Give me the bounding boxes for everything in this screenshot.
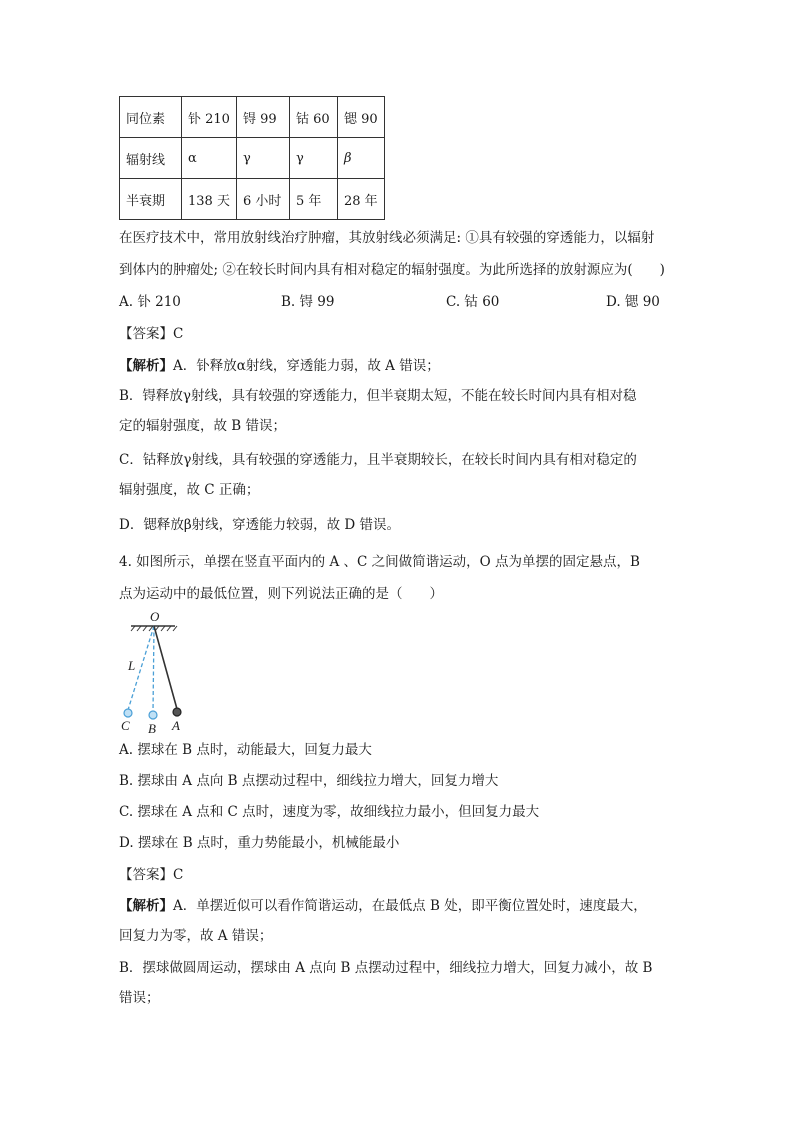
q3-analysis-line: 定的辐射强度，故 B 错误； <box>119 418 287 434</box>
analysis-heading: 【解析】 <box>119 898 173 914</box>
analysis-text: A．钋释放α射线，穿透能力弱，故 A 错误； <box>173 358 440 374</box>
q4-analysis-line: 错误； <box>119 990 160 1006</box>
table-cell: 半衰期 <box>120 179 182 220</box>
table-cell: 锶 90 <box>338 97 385 138</box>
ball-b <box>149 711 157 719</box>
table-cell: 28 年 <box>338 179 385 220</box>
q3-option-c: C. 钴 60 <box>446 294 500 310</box>
q4-stem-line: 点为运动中的最低位置，则下列说法正确的是（ ） <box>119 586 443 602</box>
q3-analysis-line: B．锝释放γ射线，具有较强的穿透能力，但半衰期太短，不能在较长时间内具有相对稳 <box>119 388 637 404</box>
q4-analysis-line: B．摆球做圆周运动，摆球由 A 点向 B 点摆动过程中，细线拉力增大，回复力减小，故 B <box>119 960 653 976</box>
table-row <box>120 97 385 138</box>
ball-c <box>124 709 132 717</box>
analysis-heading: 【解析】 <box>119 358 173 374</box>
pendulum-figure <box>117 606 197 736</box>
label-c: C <box>121 718 130 733</box>
table-cell: γ <box>290 138 338 179</box>
table-row <box>120 138 385 179</box>
q3-answer: 【答案】C <box>119 326 184 342</box>
table-cell: 5 年 <box>290 179 338 220</box>
table-row <box>120 179 385 220</box>
table-cell: γ <box>237 138 290 179</box>
q3-analysis-line: C．钴释放γ射线，具有较强的穿透能力，且半衰期较长，在较长时间内具有相对稳定的 <box>119 452 637 468</box>
q3-analysis-line: 辐射强度，故 C 正确； <box>119 482 260 498</box>
q4-analysis-line <box>119 896 647 916</box>
analysis-text: A．单摆近似可以看作简谐运动，在最低点 B 处，即平衡位置处时，速度最大， <box>173 898 647 914</box>
table-cell: 同位素 <box>120 97 182 138</box>
ball-a <box>173 708 181 716</box>
label-l: L <box>128 658 136 673</box>
table-cell: 锝 99 <box>237 97 290 138</box>
q4-option-b: B. 摆球由 A 点向 B 点摆动过程中，细线拉力增大，回复力增大 <box>119 773 499 789</box>
q4-stem-line: 4. 如图所示，单摆在竖直平面内的 A 、C 之间做简谐运动，O 点为单摆的固定悬点，B <box>119 554 640 570</box>
q3-analysis-line <box>119 356 440 376</box>
label-o: O <box>150 609 160 624</box>
q4-analysis-line: 回复力为零，故 A 错误； <box>119 928 273 944</box>
q3-analysis-line: D．锶释放β射线，穿透能力较弱，故 D 错误。 <box>119 517 401 533</box>
q3-option-b: B. 锝 99 <box>281 294 335 310</box>
label-b: B <box>148 721 156 736</box>
q4-option-d: D. 摆球在 B 点时，重力势能最小，机械能最小 <box>119 835 400 851</box>
q3-stem-line: 到体内的肿瘤处; ②在较长时间内具有相对稳定的辐射强度。为此所选择的放射源应为( ) <box>119 262 665 278</box>
table-cell: 钴 60 <box>290 97 338 138</box>
q3-option-d: D. 锶 90 <box>606 294 660 310</box>
table-cell: 钋 210 <box>182 97 237 138</box>
table-cell: α <box>182 138 237 179</box>
string-a <box>154 626 177 709</box>
q4-option-c: C. 摆球在 A 点和 C 点时，速度为零，故细线拉力最小，但回复力最大 <box>119 804 540 820</box>
table-cell: β <box>338 138 385 179</box>
q4-option-a: A. 摆球在 B 点时，动能最大，回复力最大 <box>119 742 372 758</box>
table-cell: 138 天 <box>182 179 237 220</box>
dashed-string-b <box>153 626 154 712</box>
q4-answer: 【答案】C <box>119 867 184 883</box>
label-a: A <box>172 718 180 733</box>
q3-option-a: A. 钋 210 <box>119 294 181 310</box>
table-cell: 6 小时 <box>237 179 290 220</box>
isotope-table <box>119 96 385 220</box>
table-cell: 辐射线 <box>120 138 182 179</box>
q3-stem-line: 在医疗技术中，常用放射线治疗肿瘤，其放射线必须满足: ①具有较强的穿透能力，以辐射 <box>119 230 655 246</box>
